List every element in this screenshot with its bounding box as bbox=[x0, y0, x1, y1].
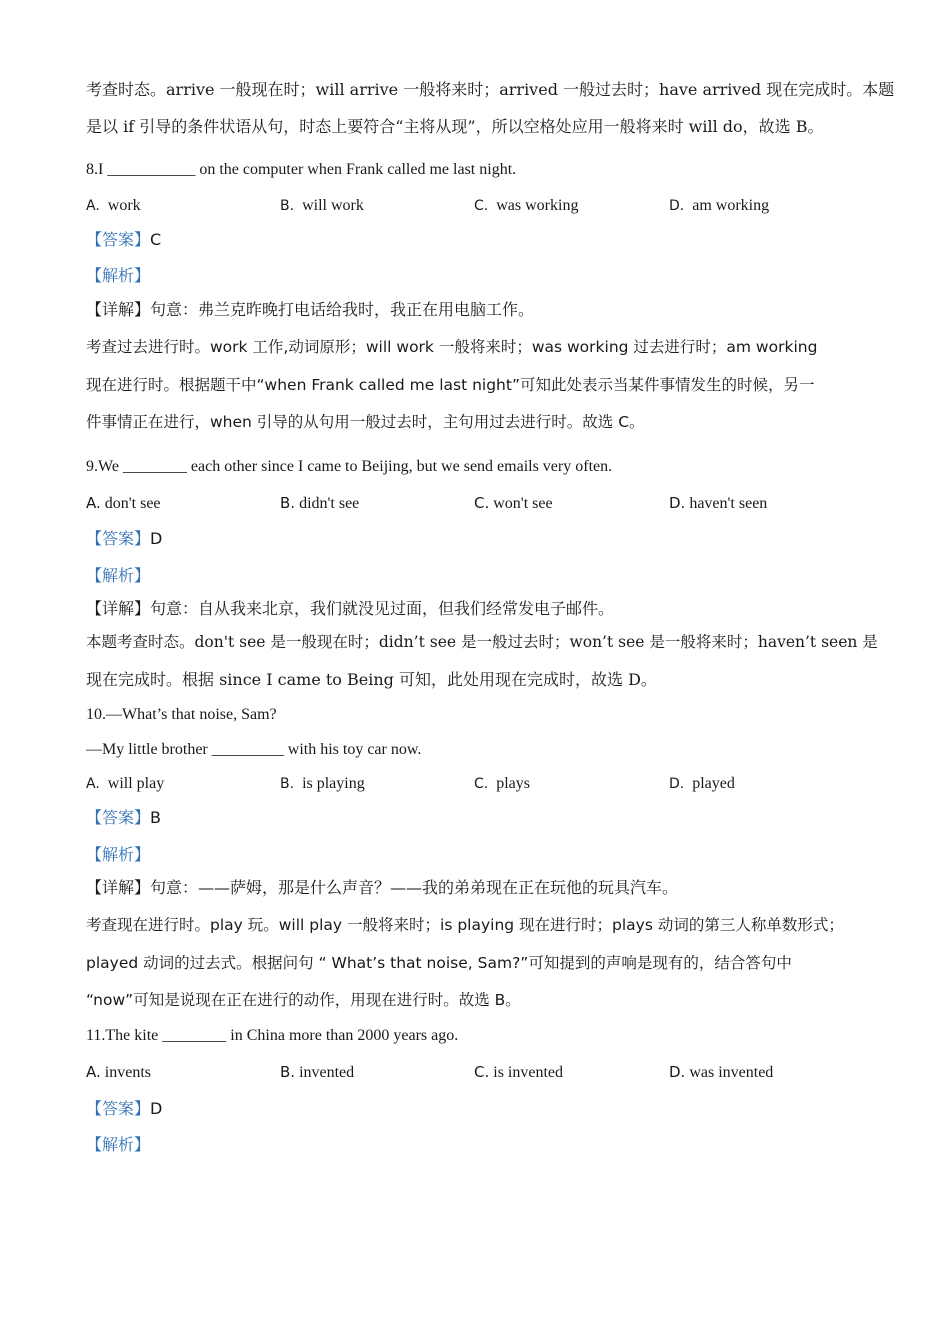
option-letter: A. bbox=[86, 494, 101, 512]
answer-tag: 【答案】 bbox=[86, 230, 151, 249]
q9-explanation-1: 本题考查时态。don't see 是一般现在时；didn’t see 是一般过去时；won’t see 是一般将来时；haven’t seen 是 bbox=[86, 633, 878, 651]
answer-value: C bbox=[150, 230, 162, 249]
answer-value: B bbox=[150, 808, 161, 827]
option-text: don't see bbox=[104, 495, 161, 512]
answer-tag: 【答案】 bbox=[86, 808, 151, 827]
option-text: invented bbox=[299, 1064, 355, 1081]
answer-tag: 【答案】 bbox=[86, 529, 151, 548]
q8-explanation-3: 件事情正在进行，when 引导的从句用一般过去时，主句用过去进行时。故选 C。 bbox=[86, 413, 645, 431]
q8-option-d bbox=[669, 195, 769, 217]
q8-explanation-2: 现在进行时。根据题干中“when Frank called me last night”可知此处表示当某件事情发生的时候，另一 bbox=[86, 376, 815, 394]
analysis-tag: 【解析】 bbox=[86, 266, 151, 285]
option-text: didn't see bbox=[299, 495, 360, 512]
q11-option-b bbox=[280, 1061, 354, 1084]
option-text: will work bbox=[302, 197, 364, 214]
q8-option-a bbox=[86, 195, 141, 217]
q11-option-a bbox=[86, 1061, 151, 1084]
q8-explanation-1: 考查过去进行时。work 工作,动词原形；will work 一般将来时；was working 过去进行时；am working bbox=[86, 338, 818, 356]
q8-option-c bbox=[474, 195, 578, 217]
q10-option-b bbox=[280, 773, 365, 795]
option-letter: C. bbox=[474, 494, 490, 512]
option-letter: B. bbox=[280, 776, 295, 792]
option-text: haven't seen bbox=[689, 495, 768, 512]
q10-explanation-3: “now”可知是说现在正在进行的动作，用现在进行时。故选 B。 bbox=[86, 991, 521, 1009]
option-letter: D. bbox=[669, 1063, 686, 1081]
option-letter: D. bbox=[669, 494, 686, 512]
option-text: will play bbox=[107, 775, 165, 792]
analysis-tag: 【解析】 bbox=[86, 845, 151, 864]
q10-question-line: 10.—What’s that noise, Sam? bbox=[86, 706, 277, 723]
option-letter: C. bbox=[474, 1063, 490, 1081]
q8-answer bbox=[86, 229, 161, 251]
option-text: is invented bbox=[493, 1064, 564, 1081]
q10-answer bbox=[86, 807, 161, 829]
option-text: is playing bbox=[302, 775, 365, 792]
q9-option-d bbox=[669, 492, 767, 515]
option-text: am working bbox=[692, 197, 770, 214]
q10-option-d bbox=[669, 773, 735, 795]
option-letter: A. bbox=[86, 1063, 101, 1081]
q9-answer bbox=[86, 528, 162, 550]
option-letter: D. bbox=[669, 776, 685, 792]
q8-option-b bbox=[280, 195, 364, 217]
answer-tag: 【答案】 bbox=[86, 1099, 151, 1118]
option-letter: C. bbox=[474, 198, 489, 214]
q10-option-a bbox=[86, 773, 164, 795]
option-text: plays bbox=[496, 775, 531, 792]
q11-option-c bbox=[474, 1061, 563, 1084]
option-text: work bbox=[107, 197, 141, 214]
q9-stem: 9.We ________ each other since I came to Beijing, but we send emails very often. bbox=[86, 458, 613, 475]
q9-explanation-2: 现在完成时。根据 since I came to Being 可知，此处用现在完成时，故选 D。 bbox=[86, 670, 657, 689]
analysis-tag: 【解析】 bbox=[86, 1135, 151, 1154]
option-letter: B. bbox=[280, 494, 296, 512]
option-letter: A. bbox=[86, 198, 100, 214]
q8-stem: 8.I ___________ on the computer when Frank called me last night. bbox=[86, 161, 517, 178]
q10-explanation-1: 考查现在进行时。play 玩。will play 一般将来时；is playing 现在进行时；plays 动词的第三人称单数形式； bbox=[86, 916, 844, 934]
option-text: was invented bbox=[689, 1064, 774, 1081]
answer-value: D bbox=[150, 529, 163, 548]
option-text: invents bbox=[104, 1064, 151, 1081]
q8-detail: 【详解】句意：弗兰克昨晚打电话给我时，我正在用电脑工作。 bbox=[86, 300, 535, 319]
q10-explanation-2: played 动词的过去式。根据问句 “ What’s that noise, Sam?”可知提到的声响是现有的，结合答句中 bbox=[86, 954, 792, 972]
option-letter: C. bbox=[474, 776, 489, 792]
analysis-tag: 【解析】 bbox=[86, 566, 151, 585]
q10-analysis-tag bbox=[86, 844, 150, 866]
option-text: won't see bbox=[493, 495, 553, 512]
q9-detail: 【详解】句意：自从我来北京，我们就没见过面，但我们经常发电子邮件。 bbox=[86, 599, 615, 618]
q9-analysis-tag bbox=[86, 565, 150, 587]
intro-line-1: 考查时态。arrive 一般现在时；will arrive 一般将来时；arrived 一般过去时；have arrived 现在完成时。本题 bbox=[86, 80, 895, 99]
q8-analysis-tag bbox=[86, 265, 150, 287]
q11-option-d bbox=[669, 1061, 773, 1084]
q10-detail: 【详解】句意：——萨姆，那是什么声音？——我的弟弟现在正在玩他的玩具汽车。 bbox=[86, 878, 679, 897]
q10-stem-2: —My little brother _________ with his toy car now. bbox=[86, 741, 422, 758]
q10-option-c bbox=[474, 773, 530, 795]
answer-value: D bbox=[150, 1099, 163, 1118]
option-text: was working bbox=[496, 197, 579, 214]
q10-stem-1 bbox=[86, 703, 277, 726]
q9-option-a bbox=[86, 492, 161, 515]
option-letter: D. bbox=[669, 198, 685, 214]
q9-option-c bbox=[474, 492, 553, 515]
option-text: played bbox=[692, 775, 735, 792]
option-letter: B. bbox=[280, 1063, 296, 1081]
q11-answer bbox=[86, 1098, 162, 1120]
q11-analysis-tag bbox=[86, 1134, 150, 1156]
intro-line-2: 是以 if 引导的条件状语从句，时态上要符合“主将从现”，所以空格处应用一般将来时 will do，故选 B。 bbox=[86, 117, 824, 136]
option-letter: A. bbox=[86, 776, 100, 792]
option-letter: B. bbox=[280, 198, 295, 214]
q9-option-b bbox=[280, 492, 359, 515]
q11-stem: 11.The kite ________ in China more than 2000 years ago. bbox=[86, 1027, 459, 1044]
